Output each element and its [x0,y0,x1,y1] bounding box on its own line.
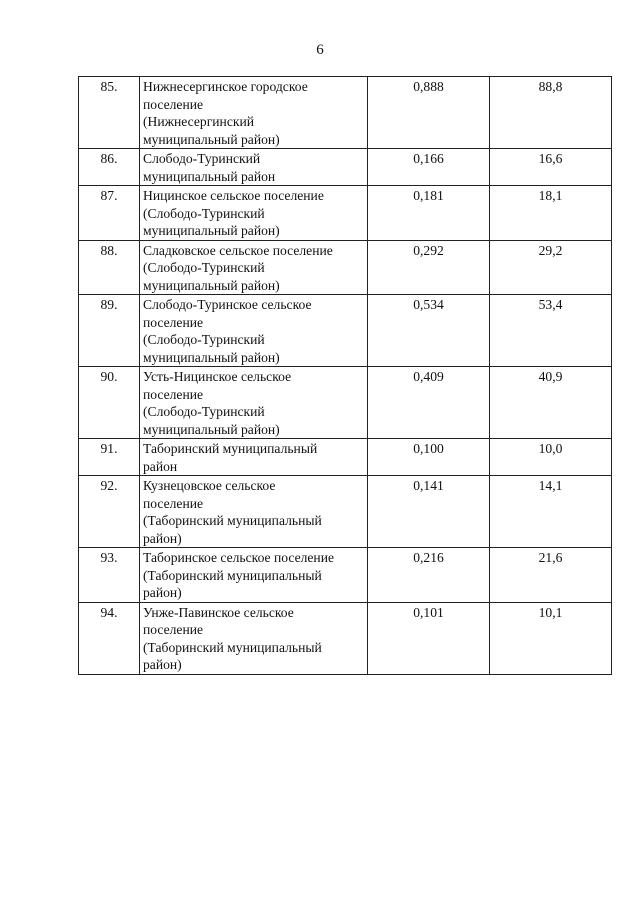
municipality-name-line: муниципальный район) [143,277,280,293]
municipality-name-line: поселение [143,386,204,402]
municipality-name-line: Слободо-Туринское сельское [143,297,312,312]
table-row [79,77,612,149]
municipality-name-line: (Слободо-Туринский [143,260,265,275]
coefficient-cell: 0,141 [368,476,490,548]
municipality-name-line: Кузнецовское сельское [143,478,276,493]
percent-cell: 21,6 [490,548,612,603]
municipality-name-line: поселение [143,96,204,112]
municipality-name-line: поселение [143,622,204,637]
coefficient-cell: 0,292 [368,240,490,295]
municipality-name-cell [140,77,368,149]
coefficient-cell: 0,101 [368,602,490,674]
table-body [79,77,612,675]
municipality-name-line: Усть-Ницинское сельское [143,369,292,384]
table-row [79,439,612,476]
table-row [79,548,612,603]
coefficient-cell: 0,181 [368,186,490,241]
municipality-name-line: Таборинский муниципальный [143,441,318,456]
municipality-name-line: (Таборинский муниципальный [143,567,322,583]
municipality-name-line: район [143,458,178,474]
municipality-name-line: муниципальный район) [143,349,280,365]
coefficient-cell: 0,534 [368,295,490,367]
row-number-cell: 90. [79,367,140,439]
coefficient-cell: 0,409 [368,367,490,439]
coefficient-cell: 0,100 [368,439,490,476]
row-number-cell: 86. [79,149,140,186]
percent-cell: 40,9 [490,367,612,439]
coefficient-cell: 0,216 [368,548,490,603]
table-row [79,367,612,439]
municipality-name-line: район) [143,585,182,600]
row-number-cell: 89. [79,295,140,367]
table-row [79,602,612,674]
percent-cell: 16,6 [490,149,612,186]
table-row [79,295,612,367]
municipality-name-cell [140,548,368,603]
municipality-name-line: (Слободо-Туринский [143,205,265,221]
municipality-name-line: Ницинское сельское поселение [143,188,324,203]
municipality-name-cell [140,149,368,186]
row-number-cell: 87. [79,186,140,241]
municipality-name-line: (Таборинский муниципальный [143,513,322,528]
municipality-name-line: (Таборинский муниципальный [143,639,322,655]
coefficient-cell: 0,166 [368,149,490,186]
municipality-name-line: Нижнесергинское городское [143,79,308,94]
table-row [79,186,612,241]
percent-cell: 18,1 [490,186,612,241]
table-row [79,240,612,295]
municipality-name-line: муниципальный район) [143,131,280,147]
municipality-name-line: (Слободо-Туринский [143,404,265,419]
municipality-name-cell [140,476,368,548]
data-table [78,76,612,675]
municipality-name-cell [140,602,368,674]
municipality-name-line: Сладковское сельское поселение [143,242,333,258]
row-number-cell: 94. [79,602,140,674]
municipality-name-line: район) [143,530,182,546]
row-number-cell: 92. [79,476,140,548]
municipality-name-cell [140,439,368,476]
percent-cell: 53,4 [490,295,612,367]
page-number: 6 [316,42,324,58]
table-row [79,476,612,548]
row-number-cell: 85. [79,77,140,149]
row-number-cell: 91. [79,439,140,476]
municipality-name-line: Слободо-Туринский [143,151,261,166]
municipality-name-line: муниципальный район) [143,421,280,437]
percent-cell: 10,0 [490,439,612,476]
municipality-name-cell [140,186,368,241]
municipality-name-line: (Слободо-Туринский [143,332,265,347]
municipality-name-cell [140,240,368,295]
coefficient-cell: 0,888 [368,77,490,149]
percent-cell: 14,1 [490,476,612,548]
municipality-name-line: муниципальный район [143,168,276,184]
municipality-name-line: Таборинское сельское поселение [143,550,335,565]
municipality-name-line: район) [143,657,182,672]
municipality-name-line: поселение [143,314,204,330]
table-row [79,149,612,186]
row-number-cell: 93. [79,548,140,603]
municipality-name-line: (Нижнесергинский [143,114,255,129]
row-number-cell: 88. [79,240,140,295]
municipality-name-cell [140,295,368,367]
percent-cell: 88,8 [490,77,612,149]
municipality-name-line: поселение [143,495,204,511]
municipality-name-cell [140,367,368,439]
percent-cell: 29,2 [490,240,612,295]
percent-cell: 10,1 [490,602,612,674]
municipality-name-line: муниципальный район) [143,223,280,238]
municipality-name-line: Унже-Павинское сельское [143,604,294,620]
